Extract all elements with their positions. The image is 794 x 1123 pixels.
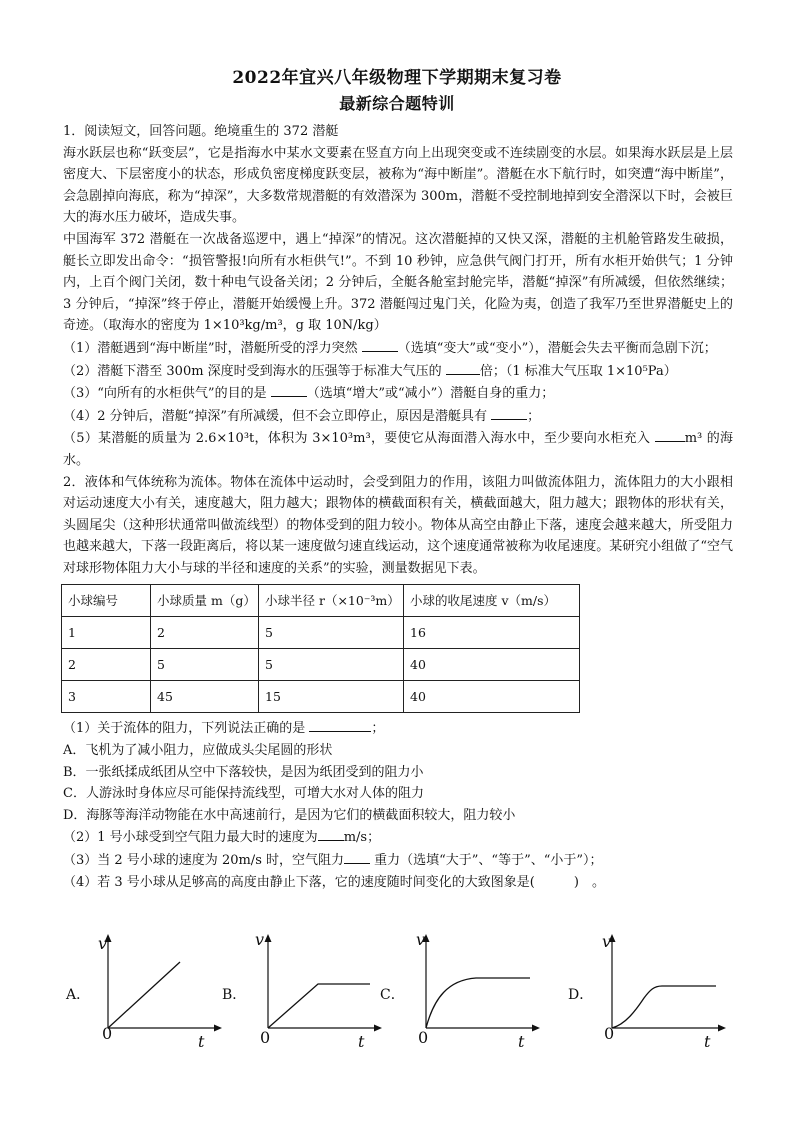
option-b: B．一张纸揉成纸团从空中下落较快，是因为纸团受到的阻力小 — [63, 764, 424, 780]
y-axis-arrow — [265, 934, 272, 942]
table-row — [62, 617, 580, 649]
table-header-cell: 小球编号 — [62, 585, 151, 617]
table-header-cell: 小球质量 m（g） — [151, 585, 259, 617]
x-axis-label: t — [518, 1032, 525, 1051]
curve — [268, 984, 370, 1028]
origin-label: 0 — [102, 1024, 113, 1043]
graph-d-plot — [592, 928, 742, 1058]
answer-blank[interactable] — [309, 717, 371, 732]
origin-label: 0 — [604, 1024, 615, 1043]
q1-sub-5 — [63, 427, 733, 471]
answer-blank[interactable] — [446, 360, 480, 375]
q1-sub-4-text-a: （4）2 分钟后，潜艇“掉深”有所减缓，但不会立即停止，原因是潜艇具有 — [63, 408, 487, 424]
x-axis-label: t — [704, 1032, 711, 1051]
graph-label: B． — [222, 987, 247, 1003]
q2-sub-3-text-a: （3）当 2 号小球的速度为 20m/s 时，空气阻力 — [63, 853, 344, 869]
table-cell: 15 — [259, 681, 404, 713]
q1-paragraph-1: 海水跃层也称“跃变层”，它是指海水中某水文要素在竖直方向上出现突变或不连续剧变的水层。如果海水跃层是上层密度大、下层密度小的状态，形成负密度梯度跃变层，被称为“海中断崖”。潜艇在水下航行时，如突遭“海中断崖”，会急剧掉向海底，称为“掉深”，大多数常规潜艇的有效潜深为 300m，潜艇不受控制地掉到安全潜深以下时，会被巨大的海水压力破坏，造成失事。 — [63, 145, 733, 226]
table-cell: 2 — [151, 617, 259, 649]
page-subtitle: 最新综合题特训 — [339, 94, 455, 113]
table-cell: 5 — [259, 617, 404, 649]
x-axis-arrow — [718, 1025, 726, 1032]
q2-sub-2-text-a: （2）1 号小球受到空气阻力最大时的速度为 — [63, 830, 318, 846]
table-row — [62, 649, 580, 681]
x-axis-label: t — [358, 1032, 365, 1051]
q1-sub-2-text-b: 倍；（1 标准大气压取 1×10⁵Pa） — [479, 363, 677, 379]
curve — [426, 978, 530, 1028]
answer-blank[interactable] — [344, 849, 370, 864]
graph-c-plot — [406, 928, 556, 1058]
answer-blank[interactable] — [655, 427, 685, 442]
table-header-cell: 小球半径 r（×10⁻³m） — [259, 585, 404, 617]
table-cell: 5 — [151, 649, 259, 681]
answer-blank[interactable] — [362, 337, 398, 352]
table-cell: 3 — [62, 681, 151, 713]
q1-heading: 1．阅读短文，回答问题。绝境重生的 372 潜艇 — [63, 124, 339, 139]
curve — [108, 962, 180, 1028]
graph-label: D． — [568, 987, 594, 1003]
q1-sub-2 — [63, 360, 733, 383]
table-cell: 40 — [404, 681, 580, 713]
q1-sub-1 — [63, 337, 733, 360]
answer-blank[interactable] — [491, 405, 527, 420]
q1-sub-5-text-b: m³ 的海水。 — [63, 431, 733, 468]
origin-label: 0 — [418, 1028, 429, 1047]
x-axis-label: t — [198, 1032, 205, 1051]
x-axis-arrow — [532, 1025, 540, 1032]
option-a: A．飞机为了减小阻力，应做成头尖尾圆的形状 — [63, 743, 333, 759]
table-cell: 1 — [62, 617, 151, 649]
table-cell: 5 — [259, 649, 404, 681]
q1-sub-3-text-b: （选填“增大”或“减小”）潜艇自身的重力； — [306, 386, 555, 402]
table-header-cell: 小球的收尾速度 v（m/s） — [404, 585, 580, 617]
q2-sub-3 — [63, 849, 733, 872]
q2-sub-4: （4）若 3 号小球从足够高的高度由静止下落，它的速度随时间变化的大致图象是( ) 。 — [63, 874, 605, 890]
q1-sub-4-text-b: ； — [527, 408, 541, 424]
q1-sub-5-text-a: （5）某潜艇的质量为 2.6×10³t，体积为 3×10³m³，要使它从海面潜入海水中，至少要向水柜充入 — [63, 431, 651, 447]
q1-sub-2-text-a: （2）潜艇下潜至 300m 深度时受到海水的压强等于标准大气压的 — [63, 363, 442, 379]
x-axis-arrow — [214, 1025, 222, 1032]
table-cell: 45 — [151, 681, 259, 713]
question-content — [63, 121, 733, 893]
q1-sub-4 — [63, 405, 733, 428]
q1-paragraph-2: 中国海军 372 潜艇在一次战备巡逻中，遇上“掉深”的情况。这次潜艇掉的又快又深，潜艇的主机舱管路发生破损，艇长立即发出命令：“损管警报!向所有水柜供气!”。不到 10 秒钟，应急供气阀门打开，所有水柜开始供气；1 分钟内，上百个阀门关闭，数十种电气设备关闭；2 分钟后，全艇各舱室封舱完毕，潜艇“掉深”有所减缓，但依然继续；3 分钟后，“掉深”终于停止，潜艇开始缓慢上升。372 潜艇闯过鬼门关，化险为夷，创造了我军乃至世界潜艇史上的奇迹。（取海水的密度为 1×10³kg/m³，g 取 10N/kg） — [63, 231, 733, 334]
table-row — [62, 681, 580, 713]
y-axis-label: v — [98, 934, 108, 953]
q1-sub-3 — [63, 382, 733, 405]
graph-label: A． — [66, 987, 91, 1003]
origin-label: 0 — [260, 1028, 271, 1047]
graph-label: C． — [380, 987, 405, 1003]
q1-sub-1-text-a: （1）潜艇遇到“海中断崖”时，潜艇所受的浮力突然 — [63, 340, 358, 356]
answer-graphs — [60, 928, 740, 1058]
curve — [612, 986, 716, 1028]
q2-intro: 2．液体和气体统称为流体。物体在流体中运动时，会受到阻力的作用，该阻力叫做流体阻力，流体阻力的大小跟相对运动速度大小有关，速度越大，阻力越大；跟物体的横截面积有关，横截面越大，阻力越大；跟物体的形状有关，头圆尾尖（这种形状通常叫做流线型）的物体受到的阻力较小。物体从高空由静止下落，速度会越来越大，所受阻力也越来越大，下落一段距离后，将以某一速度做匀速直线运动，这个速度通常被称为收尾速度。某研究小组做了“空气对球形物体阻力大小与球的半径和速度的关系”的实验，测量数据见下表。 — [63, 474, 733, 576]
answer-blank[interactable] — [318, 826, 344, 841]
table-header-row — [62, 585, 580, 617]
table-cell: 2 — [62, 649, 151, 681]
page-title: 2022年宜兴八年级物理下学期期末复习卷 — [232, 68, 562, 88]
q2-sub-1-text-a: （1）关于流体的阻力，下列说法正确的是 — [63, 721, 306, 737]
y-axis-label: v — [602, 932, 612, 951]
table-cell: 16 — [404, 617, 580, 649]
q1-sub-1-text-b: （选填“变大”或“变小”），潜艇会失去平衡而急剧下沉； — [397, 340, 717, 356]
x-axis-arrow — [374, 1025, 382, 1032]
graph-b-plot — [248, 928, 398, 1058]
table-cell: 40 — [404, 649, 580, 681]
q2-sub-2 — [63, 826, 733, 849]
q2-sub-2-text-b: m/s； — [343, 830, 381, 846]
q1-sub-3-text-a: （3）“向所有的水柜供气”的目的是 — [63, 386, 267, 402]
q2-sub-1-text-b: ； — [371, 721, 385, 737]
option-c: C．人游泳时身体应尽可能保持流线型，可增大水对人体的阻力 — [63, 786, 424, 802]
y-axis-label: v — [416, 930, 426, 949]
q2-sub-1 — [63, 717, 733, 740]
y-axis-label: v — [255, 930, 265, 949]
data-table — [61, 584, 580, 713]
answer-blank[interactable] — [271, 382, 307, 397]
q2-sub-3-text-b: 重力（选填“大于”、“等于”、“小于”）； — [374, 853, 603, 869]
option-d: D．海豚等海洋动物能在水中高速前行，是因为它们的横截面积较大，阻力较小 — [63, 807, 516, 823]
